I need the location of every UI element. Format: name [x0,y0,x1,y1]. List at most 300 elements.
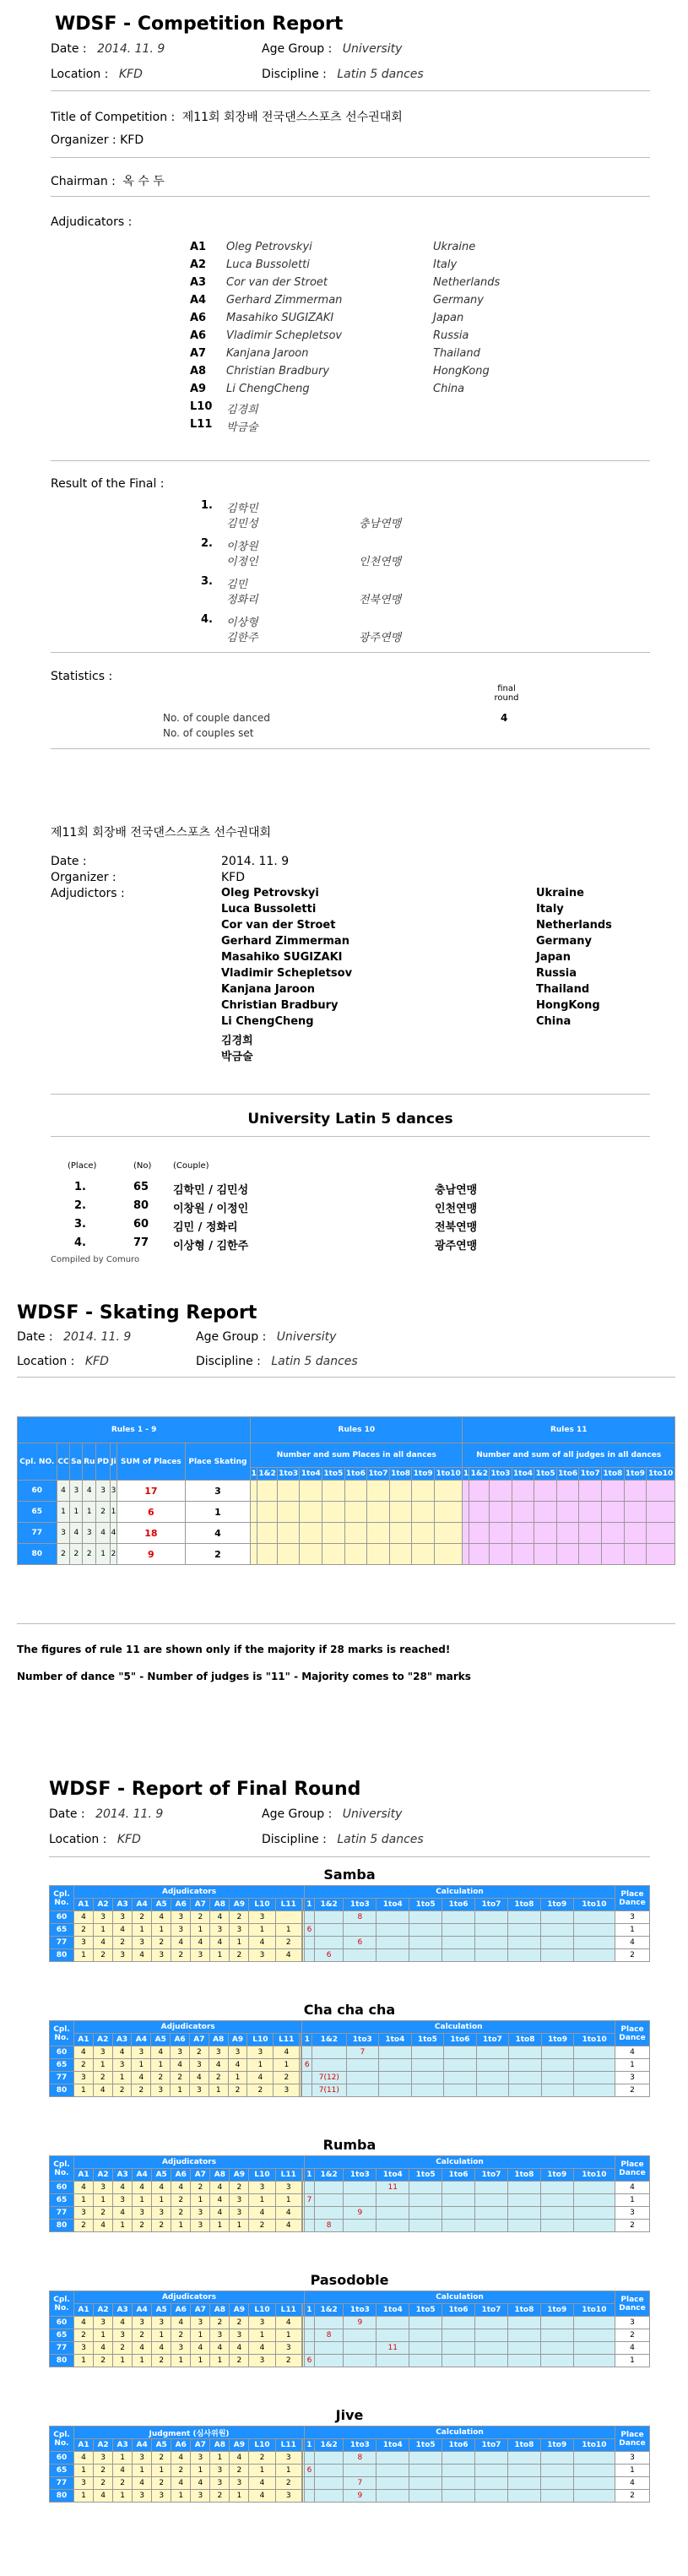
calc-cell [344,2182,377,2194]
couple-number: 80 [50,2490,74,2503]
judge-mark: 2 [93,2072,112,2084]
calc-cell [475,2317,508,2329]
calc-col-header: 1to8 [507,2169,540,2182]
place-dance: 1 [615,2194,650,2207]
table-row [50,2059,650,2072]
judge-col-header: L11 [275,1899,301,1911]
compiled-by: Compiled by Comuro [51,1255,140,1264]
summary-number: 65 [133,1181,149,1193]
judge-mark: 1 [94,2194,113,2207]
rule10-cell [322,1481,345,1502]
skating-location-label: Location : [17,1355,75,1368]
table-row [50,2182,650,2194]
judge-mark: 4 [191,2477,210,2490]
rule11-cell [512,1481,534,1502]
judge-mark: 1 [191,1924,210,1937]
calc-col-header: 1to5 [409,2439,442,2452]
judge-mark: 3 [191,2490,210,2503]
place-dance: 3 [615,2452,650,2465]
calc-cell [411,2059,444,2072]
judge-mark: 3 [74,2072,94,2084]
place-skating: 1 [185,1502,251,1523]
judge-col-header: L11 [275,2304,301,2317]
calc-col-header: 1to4 [512,1468,534,1481]
judge-mark: 4 [133,2182,152,2194]
calc-cell [444,2072,477,2084]
judge-mark: 4 [274,2046,300,2059]
table-row [18,1481,675,1502]
judge-mark: 2 [189,2046,209,2059]
place-dance-header: Place Dance [615,2156,650,2182]
judge-mark: 2 [249,2452,275,2465]
judge-col-header: A5 [152,2169,171,2182]
place-dance: 1 [615,2355,650,2367]
skating-table [17,1416,675,1565]
judge-mark: 3 [275,2342,301,2355]
judge-col-header: A2 [93,2034,112,2046]
judge-mark: 1 [171,2220,191,2232]
judge-col-header: A4 [132,2034,151,2046]
calc-cell [346,2059,379,2072]
calc-col-header: 1to9 [541,2034,574,2046]
judge-mark: 1 [249,1924,275,1937]
judge-col-header: A9 [230,2439,249,2452]
calc-cell [507,2207,540,2220]
judge-col-header: A2 [94,2439,113,2452]
calc-cell [507,2194,540,2207]
rule11-cell [647,1544,675,1565]
calc-cell [574,2072,615,2084]
dance-mark: 3 [83,1523,96,1544]
judge-col-header: A7 [191,2439,210,2452]
judge-mark: 4 [191,2342,210,2355]
judge-mark: 2 [228,2084,247,2097]
judge-mark: 1 [249,2465,275,2477]
calc-cell [541,2046,574,2059]
calc-cell [442,2329,475,2342]
calc-cell [442,1924,475,1937]
calc-cell [444,2084,477,2097]
calc-col-header: 1to3 [344,1899,377,1911]
judge-mark: 1 [249,2329,275,2342]
result-place: 1. [201,499,213,512]
judge-mark: 2 [74,2329,94,2342]
couple-number: 77 [50,1937,74,1949]
calc-cell [442,2207,475,2220]
judge-mark: 2 [132,2084,151,2097]
calc-cell [314,2194,344,2207]
calc-cell [442,2465,475,2477]
skating-discipline: Latin 5 dances [271,1355,358,1368]
calc-cell [476,2072,509,2084]
calc-cell [379,2072,412,2084]
judge-mark: 3 [171,1911,191,1924]
judge-mark: 3 [209,2046,228,2059]
divider [51,1094,650,1095]
judge-mark: 1 [133,2355,152,2367]
summary-heading: University Latin 5 dances [247,1111,453,1128]
judge-mark: 1 [113,2490,133,2503]
summary-couple: 이상형 / 김한주 [173,1240,249,1253]
dance-mark: 1 [57,1502,70,1523]
rule10-cell [322,1502,345,1523]
calc-col-header: 1to4 [377,2439,409,2452]
calc-cell [509,2059,542,2072]
calc-col-header: 1to6 [556,1468,579,1481]
calc-cell [314,2342,344,2355]
judge-mark: 4 [132,2072,151,2084]
calculation-header: Calculation [305,2291,615,2304]
calc-cell [409,2220,442,2232]
judge-mark: 1 [151,2059,171,2072]
skating-date-label: Date : [17,1330,53,1344]
calc-cell [540,2490,573,2503]
rule10-cell [300,1523,322,1544]
calc-col-header: 1to10 [573,1899,615,1911]
rule10-cell [344,1544,367,1565]
adjudicator-country: Netherlands [433,276,501,289]
skating-age-row [196,1330,336,1344]
summary-club: 충남연맹 [435,1184,478,1197]
summary-adjudicator-name: Kanjana Jaroon [221,983,316,996]
couple-number: 77 [50,2477,74,2490]
calc-cell [379,2046,412,2059]
judge-mark: 3 [191,2317,210,2329]
dance-mark: 2 [110,1544,116,1565]
skating-header-row [18,1417,675,1443]
judge-col-header: L11 [275,2169,301,2182]
calc-cell [475,2342,508,2355]
judge-mark: 3 [171,2046,190,2059]
final-date-row [49,1807,163,1821]
table-row [18,1502,675,1523]
judge-mark: 1 [74,2465,94,2477]
sum-places: 9 [117,1544,185,1565]
dance-header-row [50,2439,650,2452]
summary-adjudicator-name: Oleg Petrovskyi [221,887,319,899]
couple-number: 60 [50,2452,74,2465]
calc-cell [573,2194,615,2207]
calculation-header: Calculation [302,2021,615,2034]
judge-mark: 2 [209,2072,228,2084]
judge-mark: 1 [152,2329,171,2342]
judge-col-header: A7 [189,2034,209,2046]
judge-mark: 2 [94,1949,113,1962]
calc-col-header: 1to3 [344,2169,377,2182]
skating-note-count: Number of dance "5" - Number of judges is "11" - Majority comes to "28" marks [17,1671,471,1682]
calc-cell [409,2452,442,2465]
table-row [50,2220,650,2232]
calc-cell [344,2194,377,2207]
calc-cell [377,2220,409,2232]
result-partner-2: 정화리 [226,594,258,606]
judge-mark: 4 [228,2059,247,2072]
place-dance: 1 [615,2465,650,2477]
report-title: WDSF - Competition Report [55,14,344,35]
couple-number: 65 [50,2465,74,2477]
judge-col-header: L10 [249,2169,275,2182]
summary-adjudicator-country: Japan [536,951,571,964]
judge-mark: 4 [249,1937,275,1949]
divider [51,157,650,158]
calc-cell [409,2465,442,2477]
rule10-cell [277,1502,300,1523]
result-club: 광주연맹 [359,632,402,644]
rule10-cell [277,1481,300,1502]
calc-cell [305,1911,315,1924]
calc-cell [573,2465,615,2477]
judge-mark: 1 [230,1937,249,1949]
calc-cell [573,2355,615,2367]
place-skating: 2 [185,1544,251,1565]
calc-cell [344,2220,377,2232]
judge-mark: 4 [275,2207,301,2220]
calc-cell [409,2182,442,2194]
dance-mark: 2 [96,1502,111,1523]
adjudicator-name: 박금술 [226,421,258,434]
calc-col-header: 1 [305,2439,315,2452]
calc-cell: 6 [305,1924,315,1937]
calc-cell [305,2342,315,2355]
divider [17,1377,675,1378]
calc-cell [409,1937,442,1949]
divider [51,90,650,91]
adjudicator-code: A6 [190,312,207,324]
table-row [18,1544,675,1565]
calc-cell [305,2182,315,2194]
calc-cell [409,2317,442,2329]
place-skating: 4 [185,1523,251,1544]
rule10-cell [251,1523,257,1544]
table-row [50,1911,650,1924]
final-title: WDSF - Report of Final Round [49,1779,361,1800]
calc-cell [409,2194,442,2207]
judge-col-header: A5 [152,1899,171,1911]
col-no-header: (No) [133,1161,152,1171]
judge-col-header: A4 [133,1899,152,1911]
judge-mark: 1 [74,2355,94,2367]
discipline-value: Latin 5 dances [337,68,424,81]
judge-mark: 3 [171,2342,191,2355]
couple-number: 80 [50,1949,74,1962]
calc-cell [409,1911,442,1924]
calc-col-header: 1to6 [442,2169,475,2182]
adjudicator-country: Germany [433,294,484,307]
summary-adjudicator-country: Germany [536,935,592,948]
judge-mark: 1 [275,2194,301,2207]
divider [51,196,650,197]
calc-col-header: 1to4 [377,2304,409,2317]
judge-mark: 2 [152,2477,171,2490]
discipline-label: Discipline : [262,68,327,81]
judge-mark: 4 [191,1937,210,1949]
couple-number: 77 [50,2072,74,2084]
judge-mark: 4 [275,1949,301,1962]
summary-title: 제11회 회장배 전국댄스스포츠 선수권대회 [51,826,272,840]
calc-cell [379,2084,412,2097]
judge-mark: 4 [210,1937,230,1949]
couple-number: 60 [50,2182,74,2194]
adjudicator-code: A3 [190,276,207,289]
calc-cell [442,2317,475,2329]
summary-adjudicator-country: Netherlands [536,919,612,932]
chairman-row [51,172,165,189]
judge-col-header: A3 [113,2169,133,2182]
calc-cell: 9 [344,2207,377,2220]
calc-cell [305,2477,315,2490]
summary-date: 2014. 11. 9 [221,855,290,868]
organizer-label: Organizer : [51,133,116,147]
calc-col-header: 1to4 [377,1899,409,1911]
judge-mark: 4 [151,2046,171,2059]
place-dance-header: Place Dance [615,2021,650,2046]
judge-mark: 2 [94,2355,113,2367]
judge-mark: 2 [152,2452,171,2465]
rule11-cell [534,1523,557,1544]
calc-cell [305,2220,315,2232]
result-club: 충남연맹 [359,518,402,530]
calc-cell [314,2355,344,2367]
calc-col-header: 1&2 [314,2169,344,2182]
judge-mark: 1 [191,2465,210,2477]
divider [49,1856,650,1857]
couple-number: 60 [50,2046,74,2059]
judge-mark: 2 [274,2072,300,2084]
judge-mark: 3 [133,2452,152,2465]
calc-col-header: 1&2 [312,2034,346,2046]
calc-cell [302,2084,312,2097]
adjudicator-country: China [433,383,465,395]
judge-mark: 2 [94,2207,113,2220]
rule10-cell [389,1481,412,1502]
calc-cell [442,2355,475,2367]
calc-cell [573,2342,615,2355]
calc-cell [574,2046,615,2059]
judge-col-header: A7 [191,1899,210,1911]
couple-number: 77 [50,2342,74,2355]
calc-cell: 9 [344,2490,377,2503]
judge-mark: 2 [210,2490,230,2503]
judge-mark: 4 [74,2046,94,2059]
calc-cell [574,2084,615,2097]
adjudicator-code: A9 [190,383,207,395]
judge-mark: 4 [152,2342,171,2355]
judge-mark: 4 [113,1924,133,1937]
calc-cell [411,2084,444,2097]
judge-mark: 1 [152,1924,171,1937]
judge-mark: 3 [74,1937,94,1949]
dance-table [49,2291,650,2367]
calc-col-header: 1&2 [314,2439,344,2452]
summary-place: 4. [74,1236,86,1249]
calc-cell [377,1949,409,1962]
rule10-cell [257,1544,278,1565]
divider [51,460,650,461]
calc-col-header: 1to8 [507,1899,540,1911]
judge-mark: 3 [249,2182,275,2194]
calc-cell: 8 [344,1911,377,1924]
calc-cell [475,2490,508,2503]
table-row [50,2329,650,2342]
judge-mark: 1 [74,2194,94,2207]
dance-mark: 4 [96,1523,111,1544]
summary-number: 60 [133,1218,149,1231]
summary-adjudicator-country: Russia [536,967,577,980]
col-place-header: (Place) [68,1161,97,1171]
calc-cell [409,2207,442,2220]
judge-col-header: A9 [230,1899,249,1911]
chairman-label: Chairman : [51,175,116,188]
adjudicators-label: Adjudicators : [51,215,133,229]
calc-cell: 6 [305,2355,315,2367]
calc-cell [574,2059,615,2072]
calc-cell [509,2046,542,2059]
judge-mark: 4 [94,1937,113,1949]
calc-cell [507,2329,540,2342]
calc-cell [507,2465,540,2477]
judge-mark: 4 [113,2207,133,2220]
calc-cell [442,2452,475,2465]
calc-cell [346,2084,379,2097]
judge-mark: 2 [133,1911,152,1924]
calc-col-header: 1to3 [490,1468,512,1481]
judge-mark: 1 [275,2465,301,2477]
calc-col-header: 1to7 [475,1899,508,1911]
calc-col-header: 1to4 [377,2169,409,2182]
judge-mark: 4 [275,2220,301,2232]
calc-col-header: 1to9 [540,2304,573,2317]
discipline-row [262,68,424,81]
calc-cell [377,1937,409,1949]
judge-mark: 1 [74,1949,94,1962]
judge-mark: 2 [275,1937,301,1949]
place-dance: 4 [615,2046,650,2059]
rule11-cell [624,1544,647,1565]
calc-cell [377,2329,409,2342]
judge-col-header: L10 [249,2439,275,2452]
rule10-cell [300,1544,322,1565]
rule11-cell [602,1481,625,1502]
rule11-cell [512,1523,534,1544]
dance-table [49,2426,650,2503]
divider [51,652,650,653]
calc-cell [475,2194,508,2207]
calc-cell [305,1937,315,1949]
rule11-cell [490,1502,512,1523]
skating-age: University [276,1330,337,1344]
judge-mark: 1 [247,2059,274,2072]
age-group-row [262,42,402,56]
calc-cell [540,2194,573,2207]
cpl-no-header: Cpl. No. [50,2291,74,2317]
adjudicator-code: A8 [190,365,207,378]
calc-cell [476,2046,509,2059]
judge-mark: 3 [113,2194,133,2207]
place-dance-header: Place Dance [615,1886,650,1911]
calc-col-header: 1to7 [475,2169,508,2182]
calc-col-header: 1to7 [475,2304,508,2317]
calc-col-header: 1to4 [300,1468,322,1481]
calc-cell [377,2355,409,2367]
calc-cell [442,1911,475,1924]
judge-col-header: L10 [249,2304,275,2317]
rule11-cell [579,1502,602,1523]
final-location: KFD [116,1833,141,1846]
place-dance: 2 [615,2220,650,2232]
summary-adjudicator-country: China [536,1015,572,1028]
calc-cell [444,2059,477,2072]
date-row [51,42,165,56]
